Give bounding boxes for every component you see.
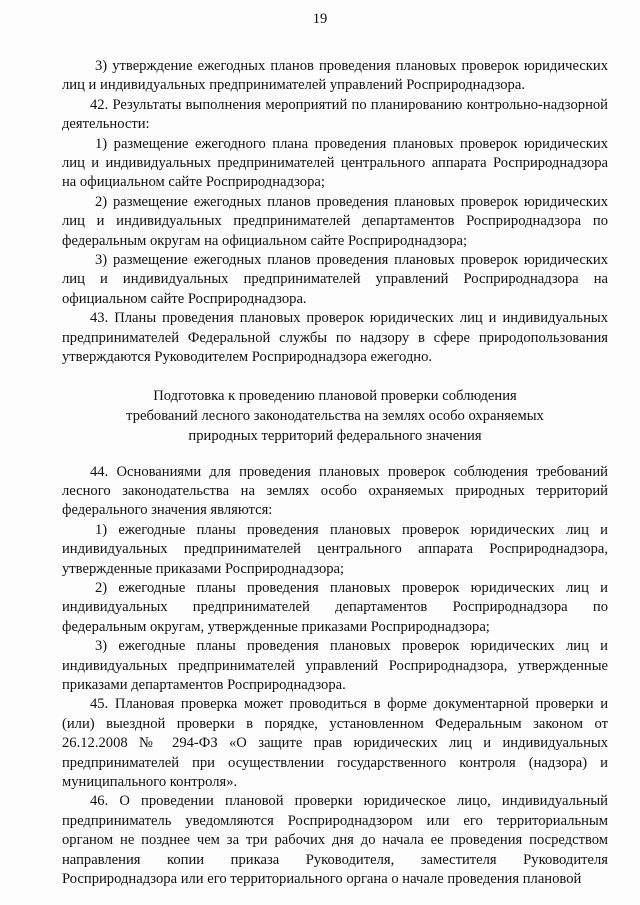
section-heading-line-3: природных территорий федерального значения [188, 427, 482, 444]
section-heading [62, 386, 608, 446]
paragraph-42-item-1: 1) размещение ежегодного плана проведения плановых проверок юридических лиц и индивидуальных предпринимателей центрального аппарата Росприроднадзора на официальном сайте Росприроднадзора; [62, 135, 608, 191]
paragraph-41-item-3: 3) утверждение ежегодных планов проведения плановых проверок юридических лиц и индивидуальных предпринимателей управлений Росприроднадзора. [62, 58, 608, 94]
section-heading-line-1: Подготовка к проведению плановой проверки соблюдения [153, 387, 517, 404]
page-number: 19 [312, 11, 328, 27]
paragraph-45: 45. Плановая проверка может проводиться в форме документарной проверки и (или) выездной проверки в порядке, установленном Федеральным законом от 26.12.2008 № 294-ФЗ «О защите прав юридических лиц и индивидуальных предпринимателей при осуществлении государственного контроля (надзора) и муниципального контроля». [62, 696, 608, 790]
document-body [62, 57, 608, 889]
paragraph-44-item-2: 2) ежегодные планы проведения плановых проверок юридических лиц и индивидуальных предпринимателей департаментов Росприроднадзора по федеральным округам, утвержденные приказами Росприроднадзора; [62, 579, 608, 635]
paragraph-42-item-2: 2) размещение ежегодных планов проведения плановых проверок юридических лиц и индивидуальных предпринимателей департаментов Росприроднадзора по федеральным округам на официальном сайте Росприроднадзора; [62, 193, 608, 249]
section-heading-line-2: требований лесного законодательства на землях особо охраняемых [126, 407, 544, 424]
paragraph-44: 44. Основаниями для проведения плановых проверок соблюдения требований лесного законодательства на землях особо охраняемых природных территорий федерального значения являются: [62, 463, 608, 519]
paragraph-44-item-1: 1) ежегодные планы проведения плановых проверок юридических лиц и индивидуальных предпринимателей центрального аппарата Росприроднадзора, утвержденные приказами Росприроднадзора; [62, 521, 608, 577]
paragraph-42-item-3: 3) размещение ежегодных планов проведения плановых проверок юридических лиц и индивидуальных предпринимателей управлений Росприроднадзора на официальном сайте Росприроднадзора. [62, 252, 608, 307]
paragraph-46: 46. О проведении плановой проверки юридическое лицо, индивидуальный предприниматель уведомляются Росприроднадзором или его территориальным органом не позднее чем за три рабочих дня до начала ее проведения посредством направления копии приказа Руководителя, заместителя Руководителя Росприроднадзора или его территориального органа о начале проведения плановой [62, 793, 608, 888]
paragraph-43: 43. Планы проведения плановых проверок юридических лиц и индивидуальных предпринимателей Федеральной службы по надзору в сфере природопользования утверждаются Руководителем Росприроднадзора ежегодно. [62, 310, 608, 366]
paragraph-42: 42. Результаты выполнения мероприятий по планированию контрольно-надзорной деятельности: [62, 96, 608, 133]
paragraph-44-item-3: 3) ежегодные планы проведения плановых проверок юридических лиц и индивидуальных предпринимателей управлений Росприроднадзора, утвержденные приказами департаментов Росприроднадзора. [62, 638, 608, 693]
